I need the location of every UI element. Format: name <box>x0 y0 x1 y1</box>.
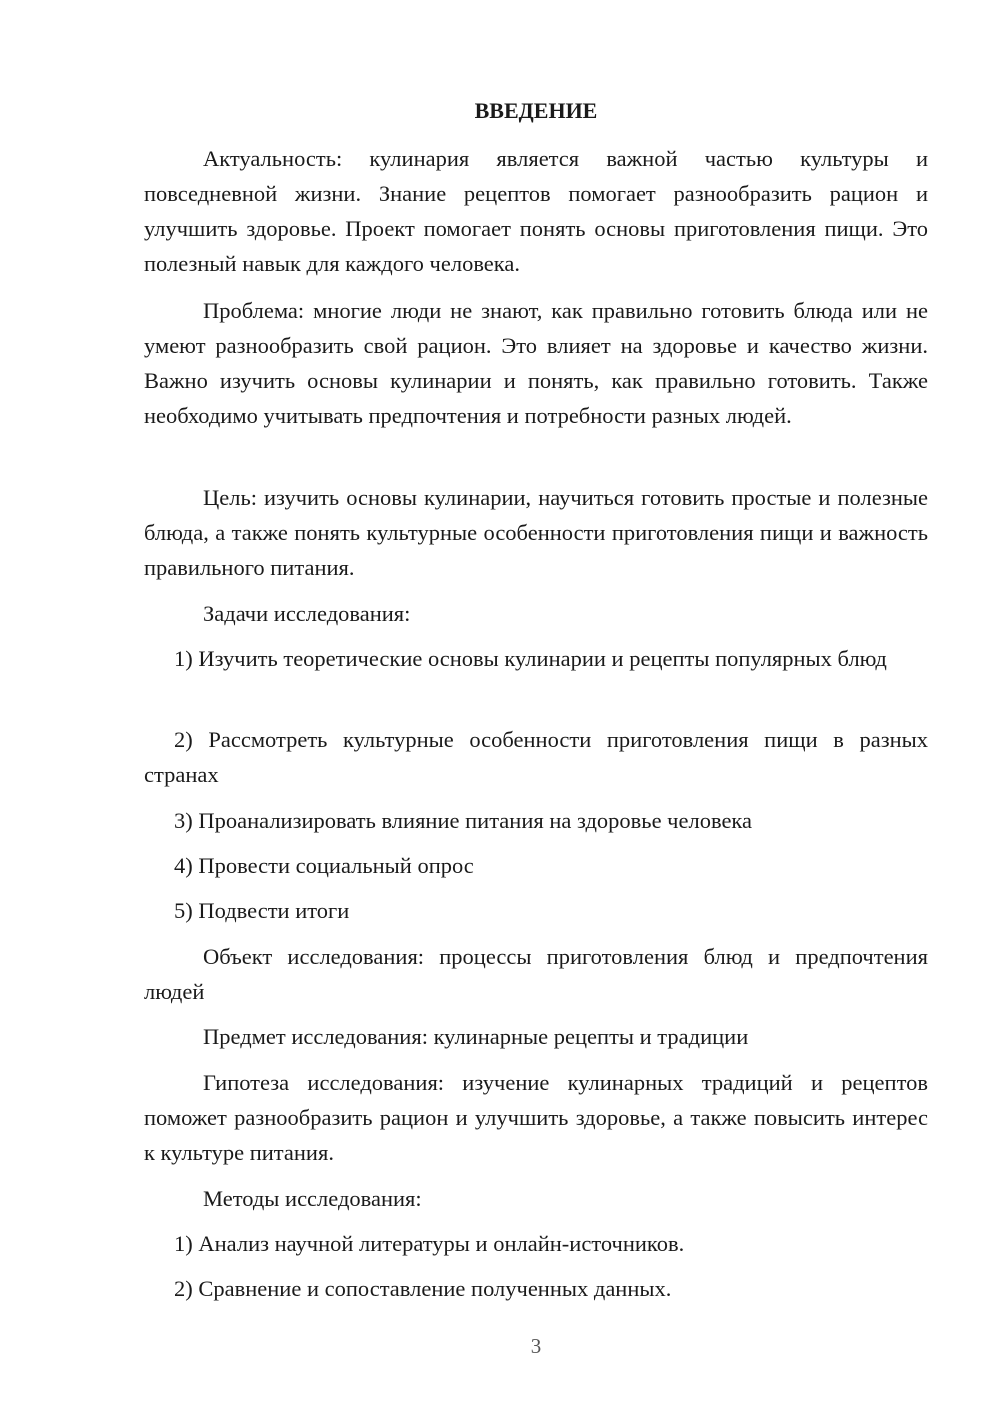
task-item: 3) Проанализировать влияние питания на здоровье человека <box>174 808 753 833</box>
tasks-title: Задачи исследования: <box>203 601 411 626</box>
task-item: 5) Подвести итоги <box>174 898 350 923</box>
method-item: 1) Анализ научной литературы и онлайн-источников. <box>174 1231 685 1256</box>
problem-paragraph: Проблема: многие люди не знают, как правильно готовить блюда или не умеют разнообразить свой рацион. Это влияет на здоровье и качество жизни. Важно изучить основы кулинарии и понять, как правильно готовить. Также необходимо учитывать предпочтения и потребности разных людей. <box>144 298 928 428</box>
methods-title: Методы исследования: <box>203 1186 422 1211</box>
page-number: 3 <box>530 1334 542 1358</box>
method-item: 2) Сравнение и сопоставление полученных данных. <box>174 1276 672 1301</box>
task-item: 4) Провести социальный опрос <box>174 853 474 878</box>
document-page <box>144 0 928 1414</box>
hypothesis-paragraph: Гипотеза исследования: изучение кулинарных традиций и рецептов поможет разнообразить рацион и улучшить здоровье, а также повысить интерес к культуре питания. <box>144 1070 928 1165</box>
task-item: 1) Изучить теоретические основы кулинарии и рецепты популярных блюд <box>174 646 887 671</box>
section-heading: ВВЕДЕНИЕ <box>474 98 598 123</box>
goal-paragraph: Цель: изучить основы кулинарии, научиться готовить простые и полезные блюда, а также понять культурные особенности приготовления пищи и важность правильного питания. <box>144 485 928 580</box>
object-paragraph: Объект исследования: процессы приготовления блюд и предпочтения людей <box>144 944 928 1004</box>
subject-paragraph: Предмет исследования: кулинарные рецепты и традиции <box>203 1024 749 1049</box>
relevance-paragraph: Актуальность: кулинария является важной частью культуры и повседневной жизни. Знание рецептов помогает разнообразить рацион и улучшить здоровье. Проект помогает понять основы приготовления пищи. Это полезный навык для каждого человека. <box>144 146 928 276</box>
task-item: 2) Рассмотреть культурные особенности приготовления пищи в разных странах <box>144 727 928 787</box>
